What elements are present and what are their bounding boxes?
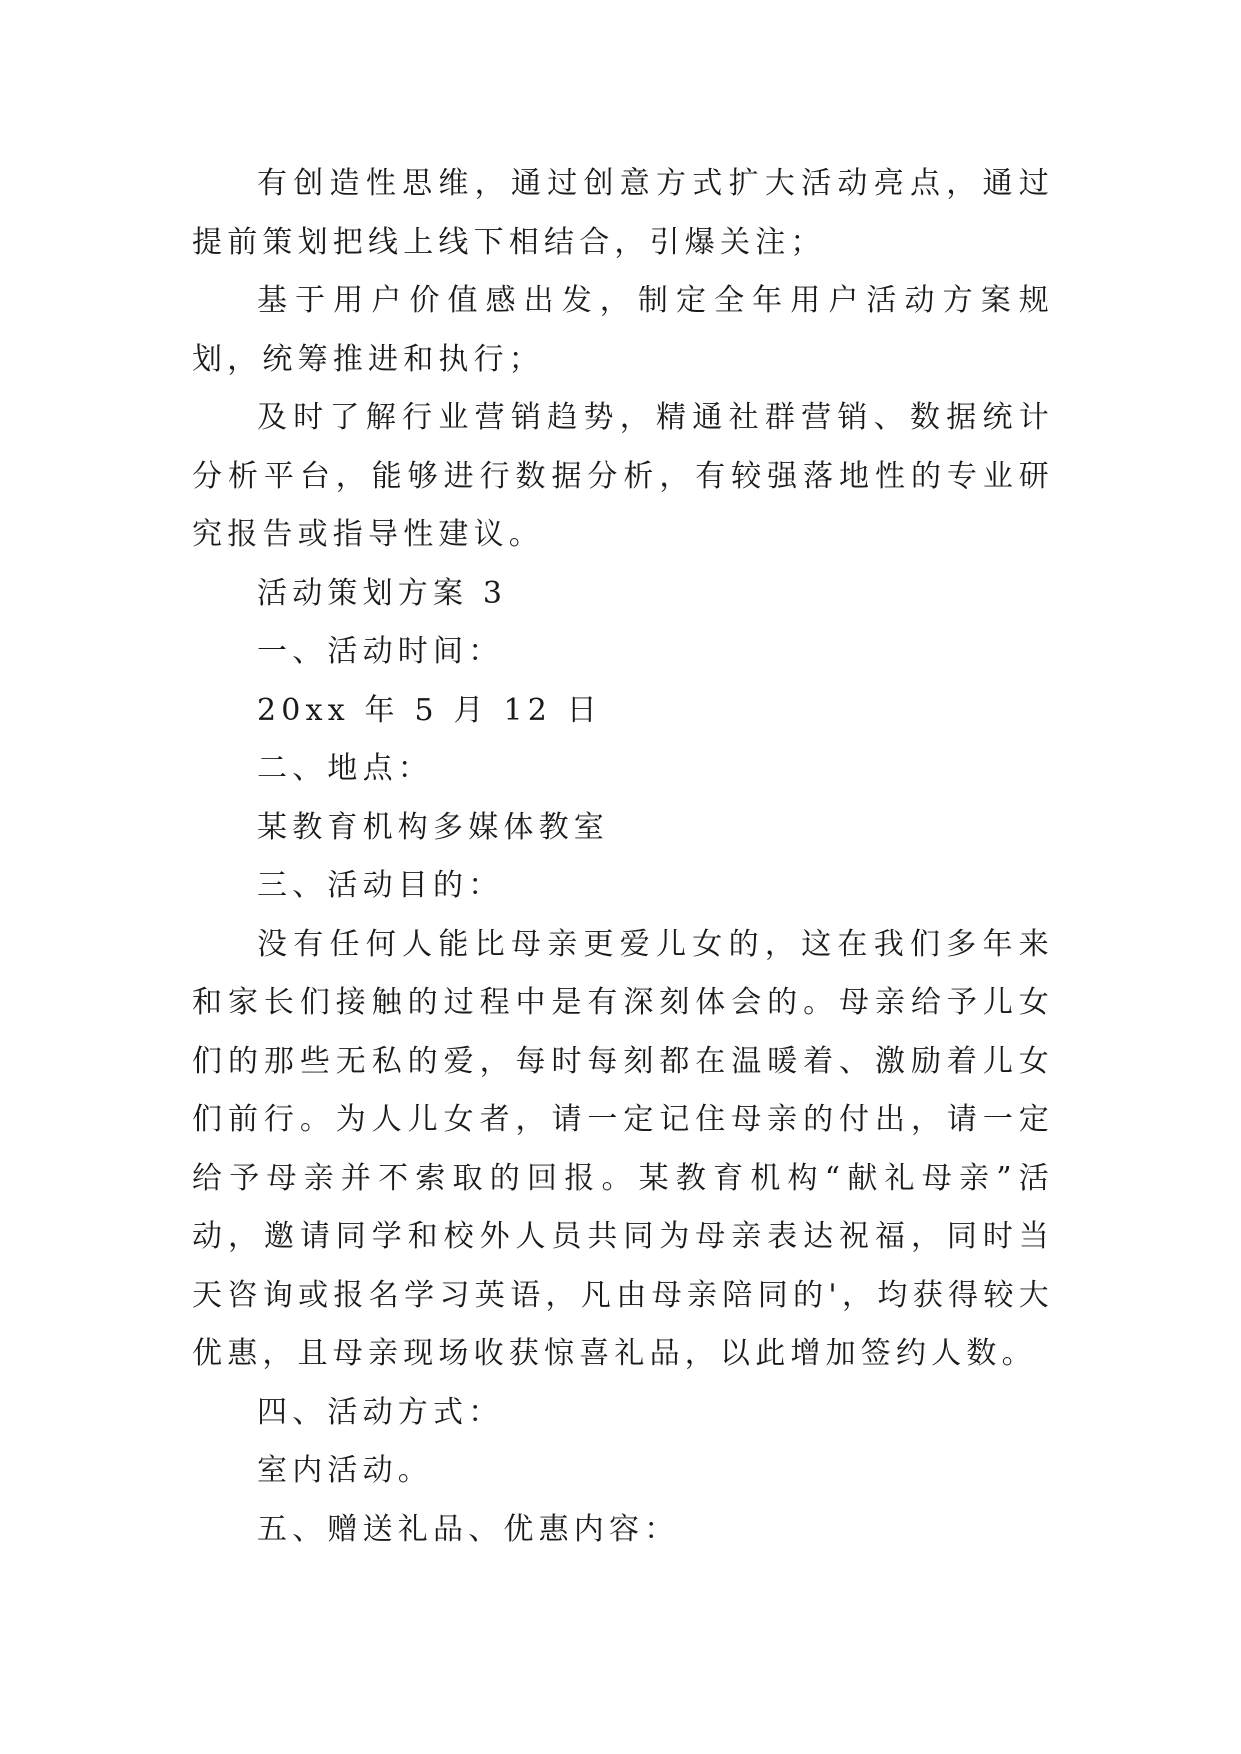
paragraph-activity-purpose: 没有任何人能比母亲更爱儿女的，这在我们多年来和家长们接触的过程中是有深刻体会的。母亲给予儿女们的那些无私的爱，每时每刻都在温暖着、激励着儿女们前行。为人儿女者，请一定记住母亲的付出，请一定给予母亲并不索取的回报。某教育机构“献礼母亲”活动，邀请同学和校外人员共同为母亲表达祝福，同时当天咨询或报名学习英语，凡由母亲陪同的'，均获得较大优惠，且母亲现场收获惊喜礼品，以此增加签约人数。 bbox=[192, 926, 1054, 1371]
heading-activity-method: 四、活动方式： bbox=[257, 1394, 504, 1430]
heading-gifts-offers: 五、赠送礼品、优惠内容： bbox=[257, 1511, 680, 1547]
activity-date: 20xx 年 5 月 12 日 bbox=[257, 692, 602, 728]
heading-activity-purpose: 三、活动目的： bbox=[257, 868, 504, 903]
section-title-plan-3: 活动策划方案 3 bbox=[257, 575, 508, 611]
activity-method: 室内活动。 bbox=[257, 1453, 433, 1488]
paragraph-annual-plan: 基于用户价值感出发，制定全年用户活动方案规划，统筹推进和执行； bbox=[192, 283, 1054, 377]
paragraph-creative-thinking: 有创造性思维，通过创意方式扩大活动亮点，通过提前策划把线上线下相结合，引爆关注； bbox=[192, 166, 1054, 260]
activity-location: 某教育机构多媒体教室 bbox=[257, 809, 609, 845]
paragraph-marketing-trends: 及时了解行业营销趋势，精通社群营销、数据统计分析平台，能够进行数据分析，有较强落地性的专业研究报告或指导性建议。 bbox=[192, 400, 1054, 552]
heading-location: 二、地点： bbox=[257, 751, 433, 786]
document-body bbox=[192, 155, 1054, 1559]
heading-activity-time: 一、活动时间： bbox=[257, 634, 504, 669]
